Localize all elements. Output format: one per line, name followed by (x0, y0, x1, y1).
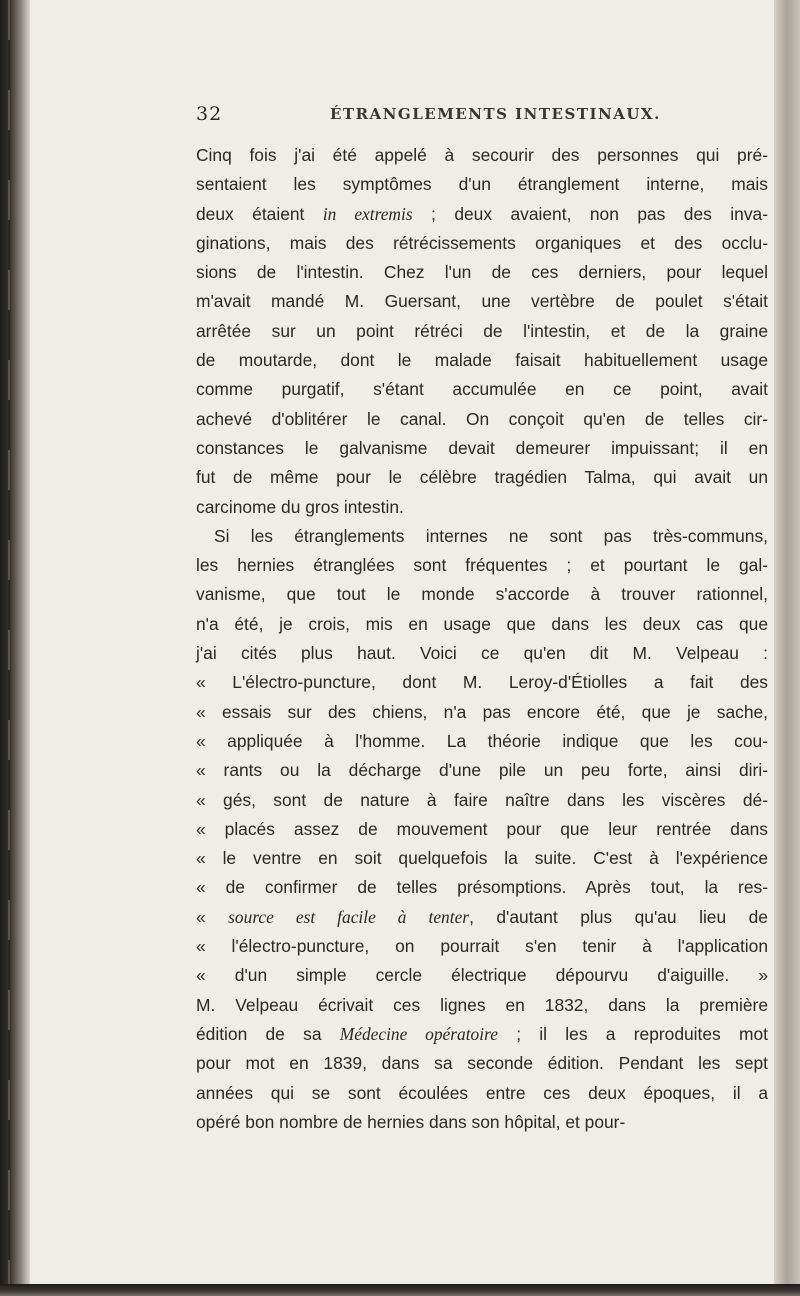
text-line (196, 434, 768, 463)
text-line (196, 815, 768, 844)
text-line (196, 932, 768, 961)
line-text: vanisme, que tout le monde s'accorde à trouver rationnel, (196, 584, 768, 605)
line-text: édition de sa (196, 1023, 340, 1044)
line-text: constances le galvanisme devait demeurer impuissant; il en (196, 437, 768, 458)
line-text: « l'électro-puncture, on pourrait s'en tenir à l'application (196, 936, 768, 957)
italic-text: in extremis (322, 203, 413, 224)
line-text: achevé d'oblitérer le canal. On conçoit qu'en de telles cir- (196, 408, 768, 429)
page-number: 32 (196, 103, 223, 125)
text-line (196, 1108, 768, 1137)
running-title: ÉTRANGLEMENTS INTESTINAUX. (330, 105, 661, 123)
line-text: « appliquée à l'homme. La théorie indique que les cou- (196, 730, 768, 751)
body-text (196, 141, 768, 1137)
page-edge (774, 0, 800, 1296)
line-text: m'avait mandé M. Guersant, une vertèbre de poulet s'était (196, 291, 768, 312)
line-text: Cinq fois j'ai été appelé à secourir des personnes qui pré- (196, 145, 768, 165)
text-line (196, 170, 768, 199)
text-line (196, 405, 768, 434)
line-text: « le ventre en soit quelquefois la suite. C'est à l'expérience (196, 848, 768, 869)
text-line (196, 961, 768, 990)
text-line (196, 141, 768, 170)
page-bottom-edge (0, 1284, 800, 1296)
text-line (196, 493, 768, 522)
line-text: M. Velpeau écrivait ces lignes en 1832, dans la première (196, 994, 768, 1015)
text-line (196, 903, 768, 932)
text-line (196, 258, 768, 287)
line-text: de moutarde, dont le malade faisait habituellement usage (196, 350, 768, 371)
line-text: deux étaient (196, 203, 323, 224)
line-text: arrêtée sur un point rétréci de l'intestin, et de la graine (196, 320, 768, 341)
line-text: fut de même pour le célèbre tragédien Talma, qui avait un (196, 467, 768, 488)
text-line (196, 200, 768, 229)
line-text: , d'autant plus qu'au lieu de (469, 906, 768, 927)
line-text: années qui se sont écoulées entre ces deux époques, il a (196, 1082, 768, 1103)
text-line (196, 991, 768, 1020)
text-line (196, 551, 768, 580)
text-line (196, 786, 768, 815)
line-text: opéré bon nombre de hernies dans son hôpital, et pour- (196, 1111, 626, 1132)
text-line (196, 873, 768, 902)
line-text: « rants ou la décharge d'une pile un peu forte, ainsi diri- (196, 760, 768, 781)
text-line (196, 639, 768, 668)
line-text: « (196, 906, 229, 927)
line-text: ; deux avaient, non pas des inva- (412, 203, 768, 224)
line-text: carcinome du gros intestin. (196, 496, 404, 517)
text-line (196, 1020, 768, 1049)
line-text: sentaient les symptômes d'un étranglement interne, mais (196, 174, 768, 195)
text-line (196, 463, 768, 492)
text-line (196, 1079, 768, 1108)
text-line (196, 668, 768, 697)
text-line (196, 317, 768, 346)
italic-text: source est facile à tenter (228, 906, 470, 927)
page-header (196, 103, 756, 133)
text-line (196, 346, 768, 375)
line-text: « placés assez de mouvement pour que leur rentrée dans (196, 818, 768, 839)
text-line (196, 1049, 768, 1078)
text-line (196, 698, 768, 727)
line-text: comme purgatif, s'étant accumulée en ce point, avait (196, 379, 768, 400)
book-binding (0, 0, 30, 1296)
text-line (196, 375, 768, 404)
text-line (196, 287, 768, 316)
line-text: « essais sur des chiens, n'a pas encore été, que je sache, (196, 701, 768, 722)
line-text: les hernies étranglées sont fréquentes ; et pourtant le gal- (196, 555, 768, 576)
line-text: « gés, sont de nature à faire naître dans les viscères dé- (196, 789, 768, 810)
line-text: j'ai cités plus haut. Voici ce qu'en dit M. Velpeau : (196, 643, 768, 664)
line-text: sions de l'intestin. Chez l'un de ces derniers, pour lequel (196, 262, 768, 283)
text-line (196, 229, 768, 258)
line-text: n'a été, je crois, mis en usage que dans les deux cas que (196, 613, 768, 634)
text-line (196, 756, 768, 785)
line-text: « de confirmer de telles présomptions. Après tout, la res- (196, 877, 768, 898)
line-text: ginations, mais des rétrécissements organiques et des occlu- (196, 232, 768, 253)
text-line (196, 580, 768, 609)
text-line (196, 610, 768, 639)
line-text: ; il les a reproduites mot (497, 1023, 768, 1044)
text-line (196, 844, 768, 873)
text-line (196, 727, 768, 756)
line-text: Si les étranglements internes ne sont pas très-communs, (214, 525, 768, 546)
text-line (196, 522, 768, 551)
line-text: « d'un simple cercle électrique dépourvu d'aiguille. » (196, 965, 768, 986)
italic-text: Médecine opératoire (339, 1023, 498, 1044)
line-text: pour mot en 1839, dans sa seconde édition. Pendant les sept (196, 1053, 768, 1074)
line-text: « L'électro-puncture, dont M. Leroy-d'Étiolles a fait des (196, 672, 768, 693)
